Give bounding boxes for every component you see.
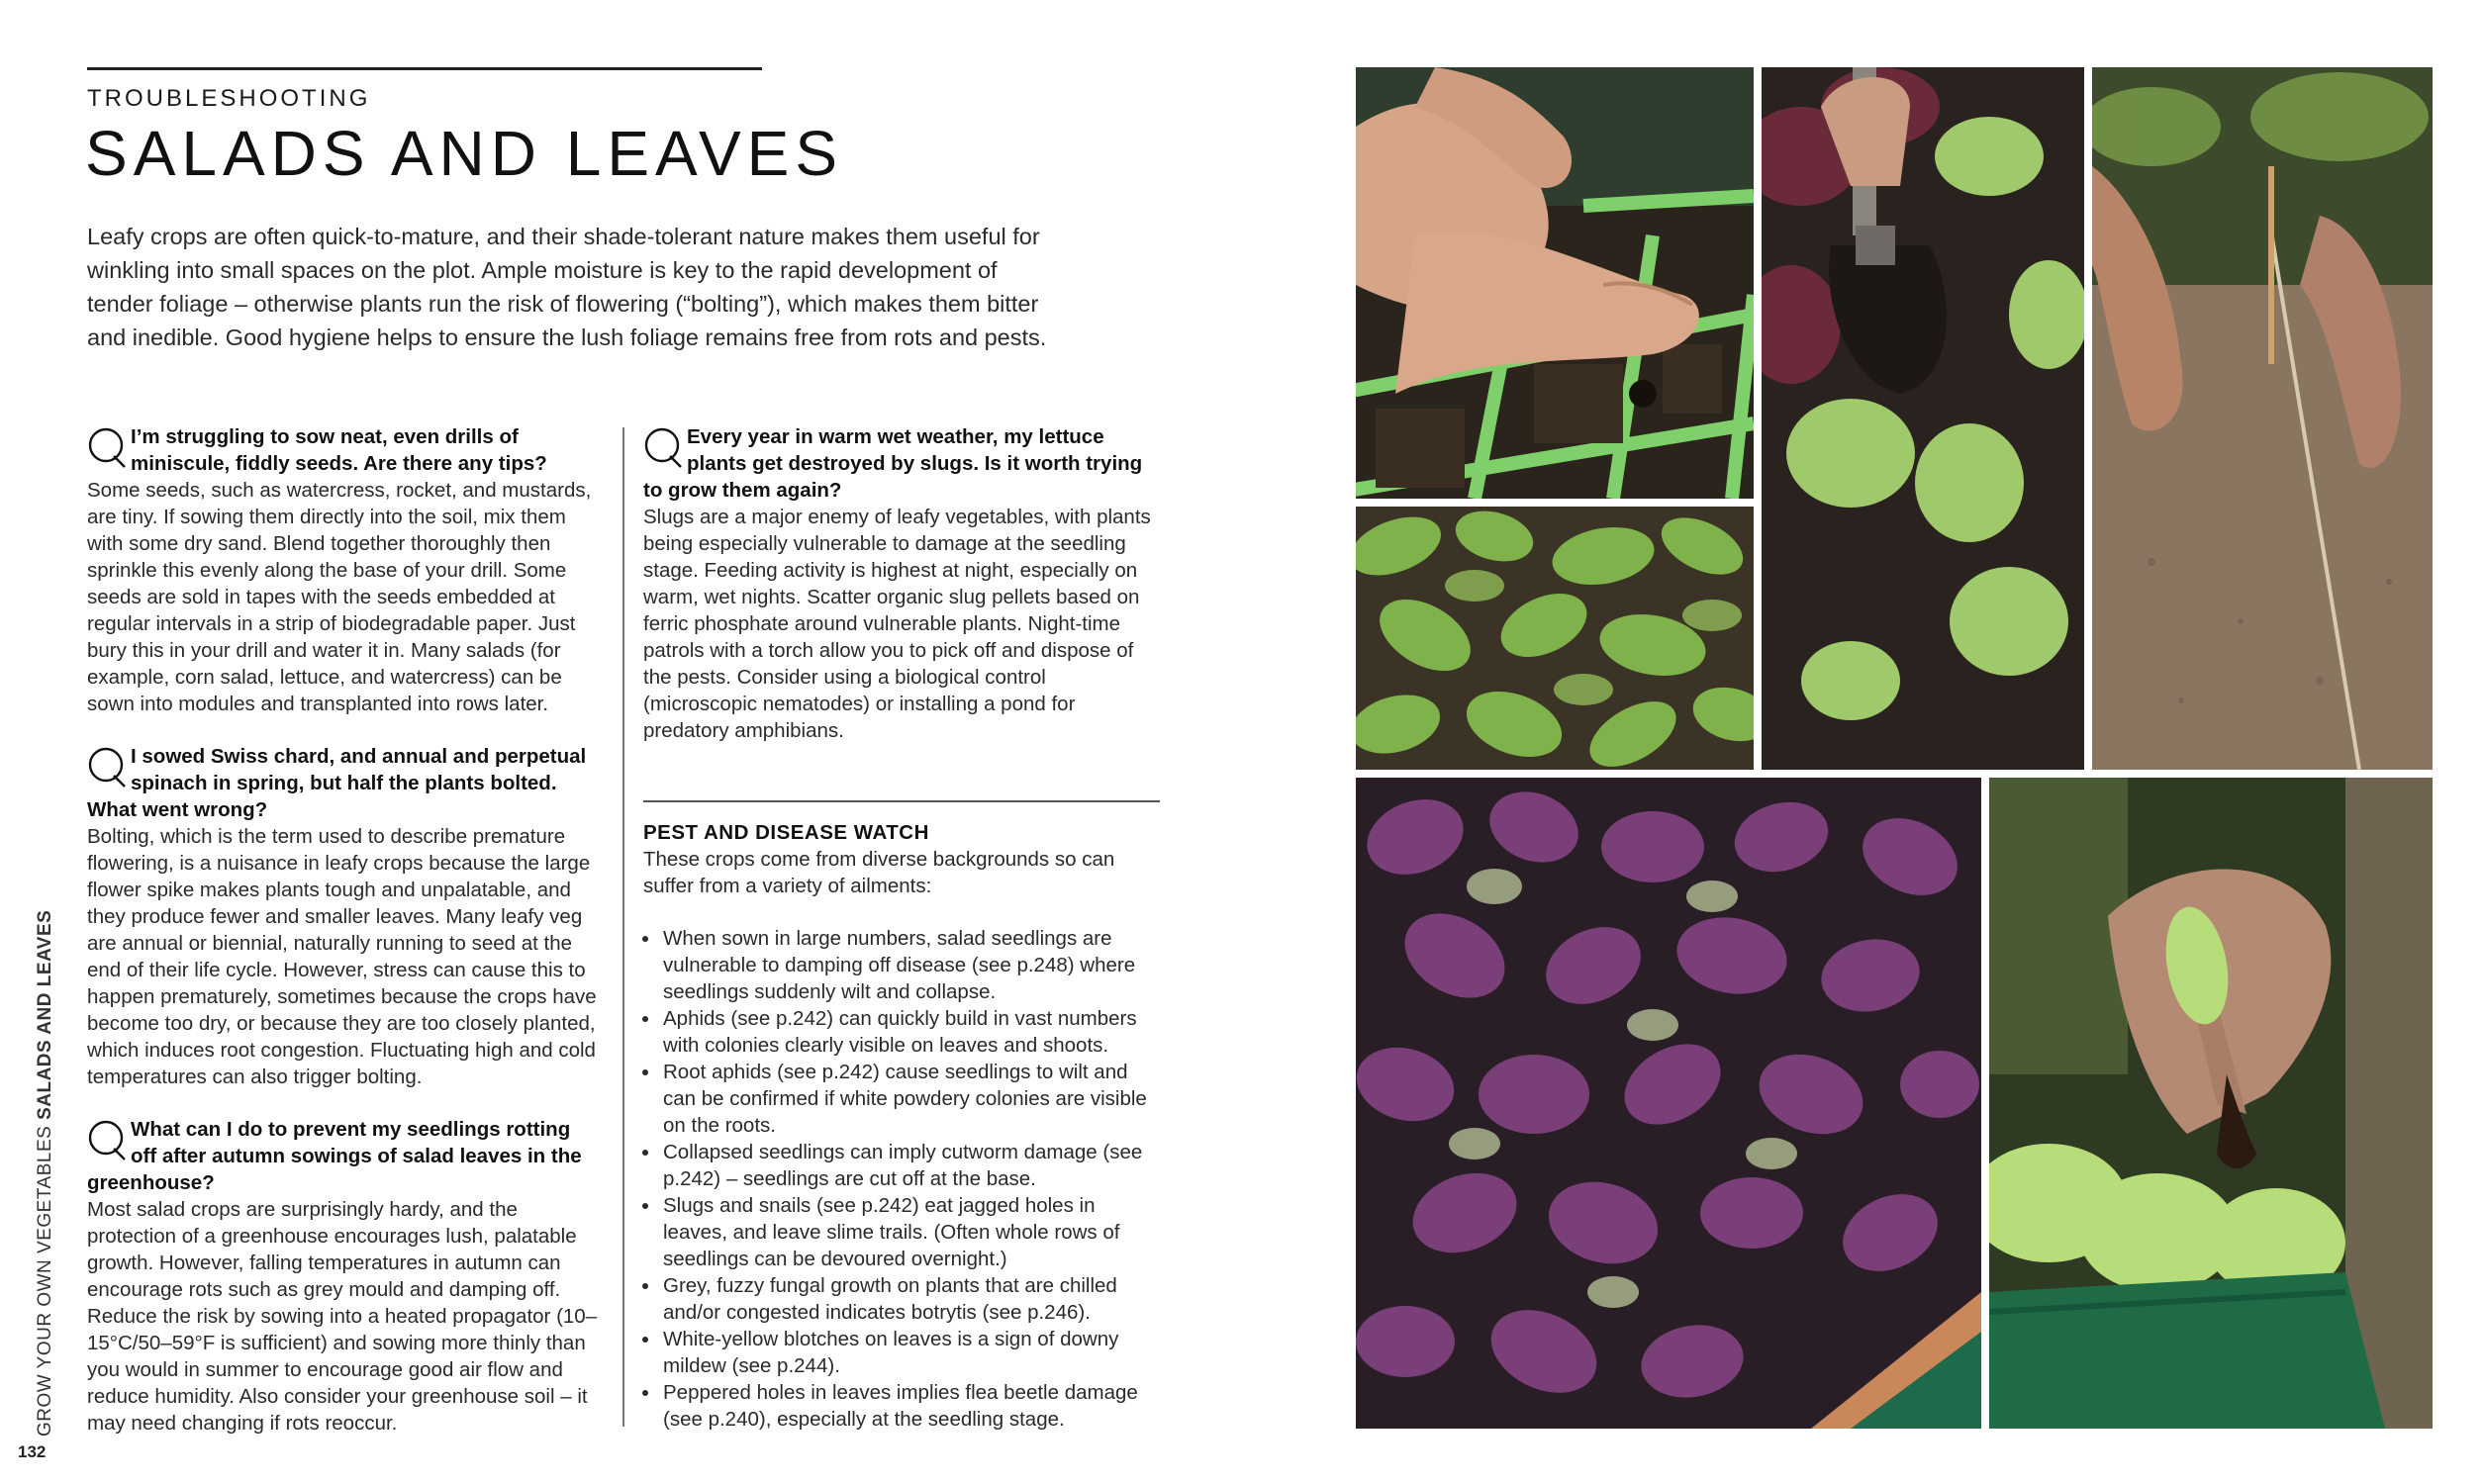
qa-column-right	[643, 423, 1158, 770]
pest-list-item: • Root aphids (see p.242) cause seedlings to wilt and can be confirmed if white powdery colonies are visible on the roots.	[661, 1059, 1158, 1139]
section-kicker: TROUBLESHOOTING	[87, 85, 371, 112]
intro-paragraph: Leafy crops are often quick-to-mature, and their shade-tolerant nature makes them useful for winkling into small spaces on the plot. Ample moisture is key to the rapid development of tender foliage – otherwise plants run the risk of flowering (“bolting”), which makes them bitter and inedible. Good hygiene helps to ensure the lush foliage remains free from rots and pests.	[87, 224, 1047, 350]
question-text: Every year in warm wet weather, my lettuce plants get destroyed by slugs. Is it worth trying to grow them again?	[643, 425, 1143, 502]
photo-hands-making-seed-drill-in-soil	[2092, 67, 2433, 770]
pest-list-item: • When sown in large numbers, salad seedlings are vulnerable to damping off disease (see p.248) where seedlings suddenly wilt and collapse.	[661, 925, 1158, 1005]
pest-list-item: • Aphids (see p.242) can quickly build in vast numbers with colonies clearly visible on leaves and shoots.	[661, 1005, 1158, 1059]
answer-text: Most salad crops are surprisingly hardy, and the protection of a greenhouse encourages lush, palatable growth. However, falling temperatures in autumn can encourage rots such as grey mould and damping off. Reduce the risk by sowing into a heated propagator (10–15°C/50–59°F is sufficient) and sowing more thinly than you would in summer to encourage good air flow and reduce humidity. Also consider your greenhouse soil – it may need changing if rots reoccur.	[87, 1198, 598, 1435]
pest-box-title: PEST AND DISEASE WATCH	[643, 821, 929, 844]
answer-text: Slugs are a major enemy of leafy vegetables, with plants being especially vulnerable to damage at the seedling stage. Feeding activity is highest at night, especially on warm, wet nights. Scatter organic slug pellets based on ferric phosphate around vulnerable plants. Night-time patrols with a torch allow you to pick off and dispose of the pests. Consider using a biological control (microscopic nematodes) or installing a pond for predatory amphibians.	[643, 506, 1151, 742]
pest-list	[643, 925, 1158, 1433]
pest-box-rule	[643, 800, 1160, 802]
qa-item	[87, 1116, 602, 1437]
pest-list-item: • Collapsed seedlings can imply cutworm damage (see p.242) – seedlings are cut off at the base.	[661, 1139, 1158, 1192]
answer-text: Some seeds, such as watercress, rocket, and mustards, are tiny. If sowing them directly into the soil, mix them with some dry sand. Blend together thoroughly then sprinkle this evenly along the base of your drill. Some seeds are sold in tapes with the seeds embedded at regular intervals in a strip of biodegradable paper. Just bury this in your drill and water it in. Many salads (for example, corn salad, lettuce, and watercress) can be sown into modules and transplanted into rows later.	[87, 479, 592, 715]
photo-hand-sowing-seeds-into-module-tray	[1356, 67, 1754, 499]
pest-list-item: • Peppered holes in leaves implies flea beetle damage (see p.240), especially at the seedling stage.	[661, 1379, 1158, 1433]
qa-item	[87, 743, 602, 1090]
pest-box-intro: These crops come from diverse backgrounds so can suffer from a variety of ailments:	[643, 848, 1115, 897]
pest-and-disease-box	[643, 819, 1158, 1433]
qa-column-left	[87, 423, 602, 1462]
photo-purple-amaranth-seedlings	[1356, 778, 1981, 1429]
qa-item	[643, 423, 1158, 744]
pest-list-item: • Grey, fuzzy fungal growth on plants that are chilled and/or congested indicates botrytis (see p.246).	[661, 1272, 1158, 1326]
q-letter-icon	[87, 425, 129, 469]
question-text: What can I do to prevent my seedlings rotting off after autumn sowings of salad leaves in the greenhouse?	[87, 1118, 582, 1194]
q-letter-icon	[87, 745, 129, 788]
pest-list-item: • Slugs and snails (see p.242) eat jagged holes in leaves, and leave slime trails. (Often whole rows of seedlings can be devoured overnight.)	[661, 1192, 1158, 1272]
heading-rule	[87, 67, 762, 70]
running-head	[35, 910, 56, 1437]
running-head-chapter: SALADS AND LEAVES	[35, 909, 55, 1120]
photo-trowel-planting-lettuce-seedlings	[1762, 67, 2084, 770]
photo-spinach-seedlings	[1356, 507, 1754, 770]
column-divider	[622, 427, 624, 1427]
pest-list-item: • White-yellow blotches on leaves is a sign of downy mildew (see p.244).	[661, 1326, 1158, 1379]
question-text: I sowed Swiss chard, and annual and perpetual spinach in spring, but half the plants bolted. What went wrong?	[87, 745, 587, 821]
qa-item	[87, 423, 602, 717]
page-number: 132	[18, 1442, 47, 1461]
photo-hand-transplanting-lettuce-seedling	[1989, 778, 2433, 1429]
question-text: I’m struggling to sow neat, even drills of miniscule, fiddly seeds. Are there any tips?	[131, 425, 547, 475]
q-letter-icon	[643, 425, 685, 469]
running-head-section: GROW YOUR OWN VEGETABLES	[35, 1125, 55, 1437]
answer-text: Bolting, which is the term used to describe premature flowering, is a nuisance in leafy crops because the large flower spike makes plants tough and unpalatable, and they produce fewer and smaller leaves. Many leafy veg are annual or biennial, naturally running to seed at the end of their life cycle. However, stress can cause this to happen prematurely, sometimes because the crops have become too dry, or because they are too closely planted, which induces root congestion. Fluctuating high and cold temperatures can also trigger bolting.	[87, 825, 597, 1088]
q-letter-icon	[87, 1118, 129, 1161]
page-title: SALADS AND LEAVES	[85, 118, 843, 189]
